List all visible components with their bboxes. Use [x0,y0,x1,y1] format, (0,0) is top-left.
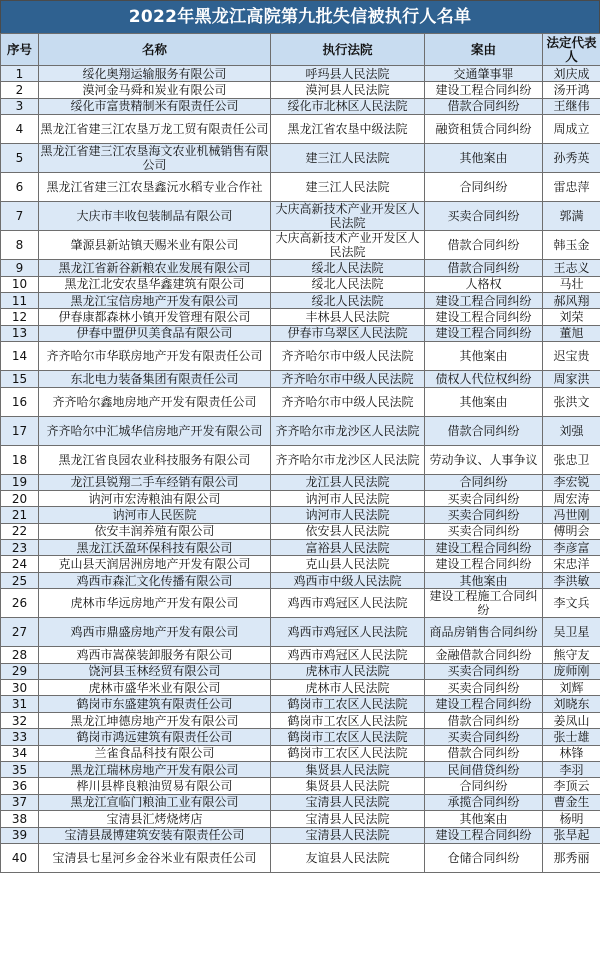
cell-case: 融资租赁合同纠纷 [425,115,543,144]
cell-name: 克山县天润居洲房地产开发有限公司 [39,556,271,572]
cell-rep: 郝风翔 [543,292,600,308]
cell-rep: 张旱起 [543,827,600,843]
cell-court: 呼玛县人民法院 [271,66,425,82]
cell-rep: 曹金生 [543,794,600,810]
table-row [1,507,600,523]
cell-case: 民间借贷纠纷 [425,761,543,777]
table-row [1,589,600,618]
cell-court: 鸡西市鸡冠区人民法院 [271,618,425,647]
cell-name: 讷河市人民医院 [39,507,271,523]
cell-court: 绥北人民法院 [271,292,425,308]
cell-rep: 雷忠萍 [543,173,600,202]
cell-court: 宝清县人民法院 [271,811,425,827]
cell-no: 12 [1,309,39,325]
cell-case: 建设工程施工合同纠纷 [425,589,543,618]
cell-no: 26 [1,589,39,618]
cell-rep: 吴卫星 [543,618,600,647]
cell-court: 齐齐哈尔市中级人民法院 [271,342,425,371]
cell-rep: 刘庆成 [543,66,600,82]
cell-case: 交通肇事罪 [425,66,543,82]
table-row [1,663,600,679]
cell-rep: 李顶云 [543,778,600,794]
cell-court: 鹤岗市工农区人民法院 [271,745,425,761]
cell-court: 建三江人民法院 [271,173,425,202]
cell-no: 9 [1,260,39,276]
cell-court: 克山县人民法院 [271,556,425,572]
cell-rep: 王继伟 [543,98,600,114]
table-row [1,490,600,506]
cell-court: 宝清县人民法院 [271,827,425,843]
cell-court: 伊春市乌翠区人民法院 [271,325,425,341]
cell-case: 劳动争议、人事争议 [425,445,543,474]
cell-case: 合同纠纷 [425,173,543,202]
cell-rep: 张士雄 [543,729,600,745]
cell-name: 齐齐哈尔市华联房地产开发有限责任公司 [39,342,271,371]
cell-no: 27 [1,618,39,647]
cell-no: 13 [1,325,39,341]
cell-rep: 李彦富 [543,540,600,556]
table-row [1,618,600,647]
cell-court: 鸡西市鸡冠区人民法院 [271,589,425,618]
cell-no: 30 [1,680,39,696]
table-row [1,572,600,588]
cell-name: 黑龙江沃盈环保科技有限公司 [39,540,271,556]
cell-rep: 庞师刚 [543,663,600,679]
cell-no: 23 [1,540,39,556]
table-row [1,794,600,810]
cell-no: 18 [1,445,39,474]
table-row [1,416,600,445]
cell-rep: 周宏涛 [543,490,600,506]
table-row [1,556,600,572]
cell-name: 鹤岗市东盛建筑有限责任公司 [39,696,271,712]
cell-no: 19 [1,474,39,490]
cell-case: 承揽合同纠纷 [425,794,543,810]
cell-rep: 傅明会 [543,523,600,539]
cell-no: 10 [1,276,39,292]
cell-case: 其他案由 [425,572,543,588]
cell-court: 齐齐哈尔市龙沙区人民法院 [271,416,425,445]
cell-court: 讷河市人民法院 [271,507,425,523]
cell-court: 龙江县人民法院 [271,474,425,490]
cell-name: 伊春中盟伊贝美食品有限公司 [39,325,271,341]
cell-case: 借款合同纠纷 [425,416,543,445]
cell-court: 齐齐哈尔市龙沙区人民法院 [271,445,425,474]
cell-case: 借款合同纠纷 [425,231,543,260]
cell-case: 建设工程合同纠纷 [425,325,543,341]
cell-no: 36 [1,778,39,794]
cell-rep: 李羽 [543,761,600,777]
cell-no: 1 [1,66,39,82]
cell-name: 龙江县锐翔二手车经销有限公司 [39,474,271,490]
cell-no: 32 [1,712,39,728]
cell-name: 黑龙江宝信房地产开发有限公司 [39,292,271,308]
table-body [1,66,600,873]
cell-court: 齐齐哈尔市中级人民法院 [271,371,425,387]
cell-case: 其他案由 [425,811,543,827]
cell-no: 38 [1,811,39,827]
header-rep: 法定代表人 [543,34,600,66]
cell-no: 14 [1,342,39,371]
cell-no: 39 [1,827,39,843]
cell-case: 其他案由 [425,342,543,371]
cell-name: 宝清县晟博建筑安装有限责任公司 [39,827,271,843]
table-row [1,761,600,777]
cell-court: 黑龙江省农垦中级法院 [271,115,425,144]
cell-court: 虎林市人民法院 [271,663,425,679]
cell-case: 买卖合同纠纷 [425,490,543,506]
cell-name: 伊春康都森林小镇开发管理有限公司 [39,309,271,325]
cell-name: 鸡西市鼎盛房地产开发有限公司 [39,618,271,647]
cell-rep: 韩玉金 [543,231,600,260]
table-row [1,66,600,82]
cell-case: 买卖合同纠纷 [425,523,543,539]
cell-name: 黑龙江省建三江农垦鑫沅水稻专业合作社 [39,173,271,202]
cell-name: 鸡西市森汇文化传播有限公司 [39,572,271,588]
table-row [1,144,600,173]
cell-name: 绥化市富贵精制米有限责任公司 [39,98,271,114]
cell-case: 建设工程合同纠纷 [425,82,543,98]
cell-no: 25 [1,572,39,588]
table-row [1,712,600,728]
table-row [1,98,600,114]
table-row [1,115,600,144]
table-row [1,231,600,260]
cell-name: 黑龙江省良园农业科技服务有限公司 [39,445,271,474]
cell-name: 黑龙江瑞林房地产开发有限公司 [39,761,271,777]
table-row [1,540,600,556]
cell-rep: 周家洪 [543,371,600,387]
cell-court: 依安县人民法院 [271,523,425,539]
cell-court: 讷河市人民法院 [271,490,425,506]
cell-no: 31 [1,696,39,712]
table-row [1,445,600,474]
cell-rep: 周成立 [543,115,600,144]
cell-case: 买卖合同纠纷 [425,680,543,696]
table-row [1,387,600,416]
cell-case: 建设工程合同纠纷 [425,696,543,712]
cell-name: 黑龙江省新谷新粮农业发展有限公司 [39,260,271,276]
cell-name: 鸡西市嵩葆装卸服务有限公司 [39,647,271,663]
table-row [1,729,600,745]
cell-case: 人格权 [425,276,543,292]
cell-name: 黑龙江省建三江农垦万龙工贸有限责任公司 [39,115,271,144]
cell-case: 买卖合同纠纷 [425,729,543,745]
cell-court: 建三江人民法院 [271,144,425,173]
table-row [1,778,600,794]
cell-court: 鸡西市中级人民法院 [271,572,425,588]
table-row [1,276,600,292]
table-row [1,309,600,325]
cell-case: 建设工程合同纠纷 [425,540,543,556]
table-row [1,82,600,98]
table-title: 2022年黑龙江高院第九批失信被执行人名单 [0,0,600,33]
table-row [1,342,600,371]
cell-case: 仓储合同纠纷 [425,843,543,872]
header-case: 案由 [425,34,543,66]
cell-court: 富裕县人民法院 [271,540,425,556]
cell-court: 鹤岗市工农区人民法院 [271,712,425,728]
cell-rep: 李宏锐 [543,474,600,490]
table-row [1,745,600,761]
cell-case: 买卖合同纠纷 [425,202,543,231]
cell-case: 其他案由 [425,387,543,416]
cell-name: 黑龙江北安农垦华鑫建筑有限公司 [39,276,271,292]
cell-no: 11 [1,292,39,308]
table-row [1,173,600,202]
cell-rep: 姜凤山 [543,712,600,728]
table-row [1,811,600,827]
cell-court: 鸡西市鸡冠区人民法院 [271,647,425,663]
cell-no: 3 [1,98,39,114]
cell-no: 40 [1,843,39,872]
cell-no: 16 [1,387,39,416]
cell-court: 集贤县人民法院 [271,778,425,794]
cell-name: 桦川县桦良粮油贸易有限公司 [39,778,271,794]
cell-rep: 刘辉 [543,680,600,696]
cell-court: 集贤县人民法院 [271,761,425,777]
cell-case: 借款合同纠纷 [425,745,543,761]
cell-court: 大庆高新技术产业开发区人民法院 [271,202,425,231]
cell-name: 宝清县汇烤烧烤店 [39,811,271,827]
cell-rep: 熊守友 [543,647,600,663]
cell-rep: 刘晓东 [543,696,600,712]
cell-name: 饶河县玉林经贸有限公司 [39,663,271,679]
cell-name: 鹤岗市鸿远建筑有限责任公司 [39,729,271,745]
cell-name: 讷河市宏涛粮油有限公司 [39,490,271,506]
cell-rep: 冯世刚 [543,507,600,523]
cell-case: 借款合同纠纷 [425,712,543,728]
cell-court: 大庆高新技术产业开发区人民法院 [271,231,425,260]
cell-no: 8 [1,231,39,260]
table-row [1,680,600,696]
cell-no: 33 [1,729,39,745]
cell-court: 鹤岗市工农区人民法院 [271,696,425,712]
cell-no: 24 [1,556,39,572]
cell-no: 15 [1,371,39,387]
cell-court: 齐齐哈尔市中级人民法院 [271,387,425,416]
cell-name: 漠河金马舜和炭业有限公司 [39,82,271,98]
cell-case: 其他案由 [425,144,543,173]
cell-court: 虎林市人民法院 [271,680,425,696]
cell-court: 友谊县人民法院 [271,843,425,872]
header-court: 执行法院 [271,34,425,66]
header-no: 序号 [1,34,39,66]
cell-rep: 汤开鸿 [543,82,600,98]
cell-rep: 郭满 [543,202,600,231]
cell-name: 黑龙江坤德房地产开发有限公司 [39,712,271,728]
cell-rep: 杨明 [543,811,600,827]
cell-case: 建设工程合同纠纷 [425,556,543,572]
cell-no: 17 [1,416,39,445]
cell-case: 合同纠纷 [425,474,543,490]
cell-rep: 张忠卫 [543,445,600,474]
table-row [1,827,600,843]
cell-no: 7 [1,202,39,231]
cell-rep: 孙秀英 [543,144,600,173]
table-row [1,371,600,387]
table-row [1,523,600,539]
cell-no: 2 [1,82,39,98]
cell-rep: 那秀丽 [543,843,600,872]
cell-name: 东北电力装备集团有限责任公司 [39,371,271,387]
cell-court: 绥北人民法院 [271,276,425,292]
cell-name: 齐齐哈尔鑫地房地产开发有限责任公司 [39,387,271,416]
cell-rep: 宋忠洋 [543,556,600,572]
cell-rep: 李洪敏 [543,572,600,588]
header-name: 名称 [39,34,271,66]
cell-court: 漠河县人民法院 [271,82,425,98]
cell-court: 丰林县人民法院 [271,309,425,325]
cell-case: 债权人代位权纠纷 [425,371,543,387]
cell-case: 建设工程合同纠纷 [425,827,543,843]
cell-court: 鹤岗市工农区人民法院 [271,729,425,745]
cell-name: 依安丰润养殖有限公司 [39,523,271,539]
cell-no: 28 [1,647,39,663]
table-row [1,260,600,276]
cell-name: 兰雀食品科技有限公司 [39,745,271,761]
cell-case: 金融借款合同纠纷 [425,647,543,663]
cell-case: 建设工程合同纠纷 [425,309,543,325]
cell-court: 绥北人民法院 [271,260,425,276]
cell-case: 借款合同纠纷 [425,98,543,114]
table-row [1,325,600,341]
cell-no: 5 [1,144,39,173]
table-row [1,696,600,712]
cell-no: 21 [1,507,39,523]
cell-case: 建设工程合同纠纷 [425,292,543,308]
cell-name: 黑龙江宣临门粮油工业有限公司 [39,794,271,810]
cell-no: 37 [1,794,39,810]
cell-name: 绥化奥翔运输服务有限公司 [39,66,271,82]
cell-rep: 刘荣 [543,309,600,325]
cell-name: 齐齐哈尔中汇城华信房地产开发有限公司 [39,416,271,445]
cell-no: 34 [1,745,39,761]
table-row [1,202,600,231]
cell-rep: 王志义 [543,260,600,276]
cell-name: 虎林市华远房地产开发有限公司 [39,589,271,618]
cell-rep: 刘强 [543,416,600,445]
table-row [1,474,600,490]
cell-no: 4 [1,115,39,144]
cell-no: 35 [1,761,39,777]
cell-case: 借款合同纠纷 [425,260,543,276]
cell-name: 肇源县新站镇天赐米业有限公司 [39,231,271,260]
cell-rep: 迟宝贵 [543,342,600,371]
cell-name: 宝清县七星河乡金谷米业有限责任公司 [39,843,271,872]
cell-rep: 董旭 [543,325,600,341]
cell-name: 虎林市盛华米业有限公司 [39,680,271,696]
cell-no: 29 [1,663,39,679]
cell-rep: 张洪文 [543,387,600,416]
cell-rep: 马壮 [543,276,600,292]
cell-no: 6 [1,173,39,202]
cell-no: 22 [1,523,39,539]
table-row [1,647,600,663]
cell-case: 买卖合同纠纷 [425,507,543,523]
cell-rep: 林锋 [543,745,600,761]
cell-name: 大庆市丰收包装制品有限公司 [39,202,271,231]
table-row [1,843,600,872]
header-row [1,34,600,66]
cell-no: 20 [1,490,39,506]
cell-court: 宝清县人民法院 [271,794,425,810]
cell-rep: 李文兵 [543,589,600,618]
cell-case: 合同纠纷 [425,778,543,794]
cell-case: 商品房销售合同纠纷 [425,618,543,647]
blacklist-table [0,33,600,873]
cell-case: 买卖合同纠纷 [425,663,543,679]
table-row [1,292,600,308]
cell-court: 绥化市北林区人民法院 [271,98,425,114]
cell-name: 黑龙江省建三江农垦海文农业机械销售有限公司 [40,144,269,173]
